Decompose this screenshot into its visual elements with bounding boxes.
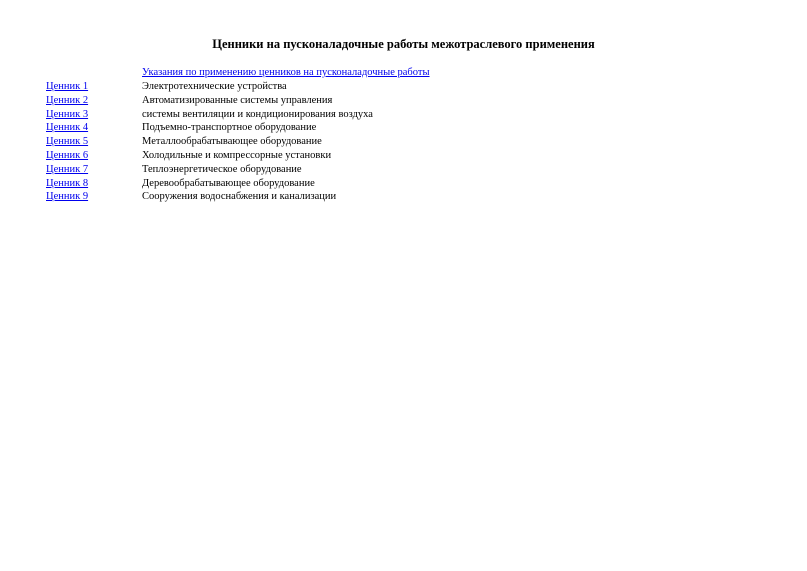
price-list-link-5[interactable]: Ценник 5 <box>46 136 89 148</box>
price-list-link-2[interactable]: Ценник 2 <box>46 94 89 106</box>
price-list-description: Автоматизированные системы управления <box>142 94 333 106</box>
price-list-link-1[interactable]: Ценник 1 <box>46 81 89 92</box>
price-list-row <box>46 135 373 149</box>
price-list-link-7[interactable]: Ценник 7 <box>46 163 89 175</box>
price-list-description: Подъемно-транспортное оборудование <box>142 122 317 134</box>
price-list-row <box>46 121 373 135</box>
price-list-description: Металлообрабатывающее оборудование <box>142 136 322 148</box>
price-list-link-4[interactable]: Ценник 4 <box>46 122 89 134</box>
price-list-description: системы вентиляции и кондиционирования воздуха <box>142 108 373 120</box>
price-list-description: Электротехнические устройства <box>142 81 287 92</box>
page-title: Ценники на пусконаладочные работы межотраслевого применения <box>212 37 595 51</box>
price-list-description: Теплоэнергетическое оборудование <box>142 163 302 175</box>
price-list-row <box>46 163 373 177</box>
price-list-row <box>46 177 373 191</box>
price-list-row <box>46 190 373 204</box>
price-list-description: Холодильные и компрессорные установки <box>142 149 332 161</box>
price-list <box>46 80 373 204</box>
price-list-link-9[interactable]: Ценник 9 <box>46 191 89 203</box>
price-list-row <box>46 80 373 94</box>
price-list-description: Деревообрабатывающее оборудование <box>142 177 315 189</box>
price-list-row <box>46 94 373 108</box>
price-list-link-8[interactable]: Ценник 8 <box>46 177 89 189</box>
price-list-link-3[interactable]: Ценник 3 <box>46 108 89 120</box>
price-list-description: Сооружения водоснабжения и канализации <box>142 191 337 203</box>
price-list-row <box>46 108 373 122</box>
instructions-link[interactable]: Указания по применению ценников на пусконаладочные работы <box>142 67 430 78</box>
price-list-link-6[interactable]: Ценник 6 <box>46 149 89 161</box>
price-list-row <box>46 149 373 163</box>
